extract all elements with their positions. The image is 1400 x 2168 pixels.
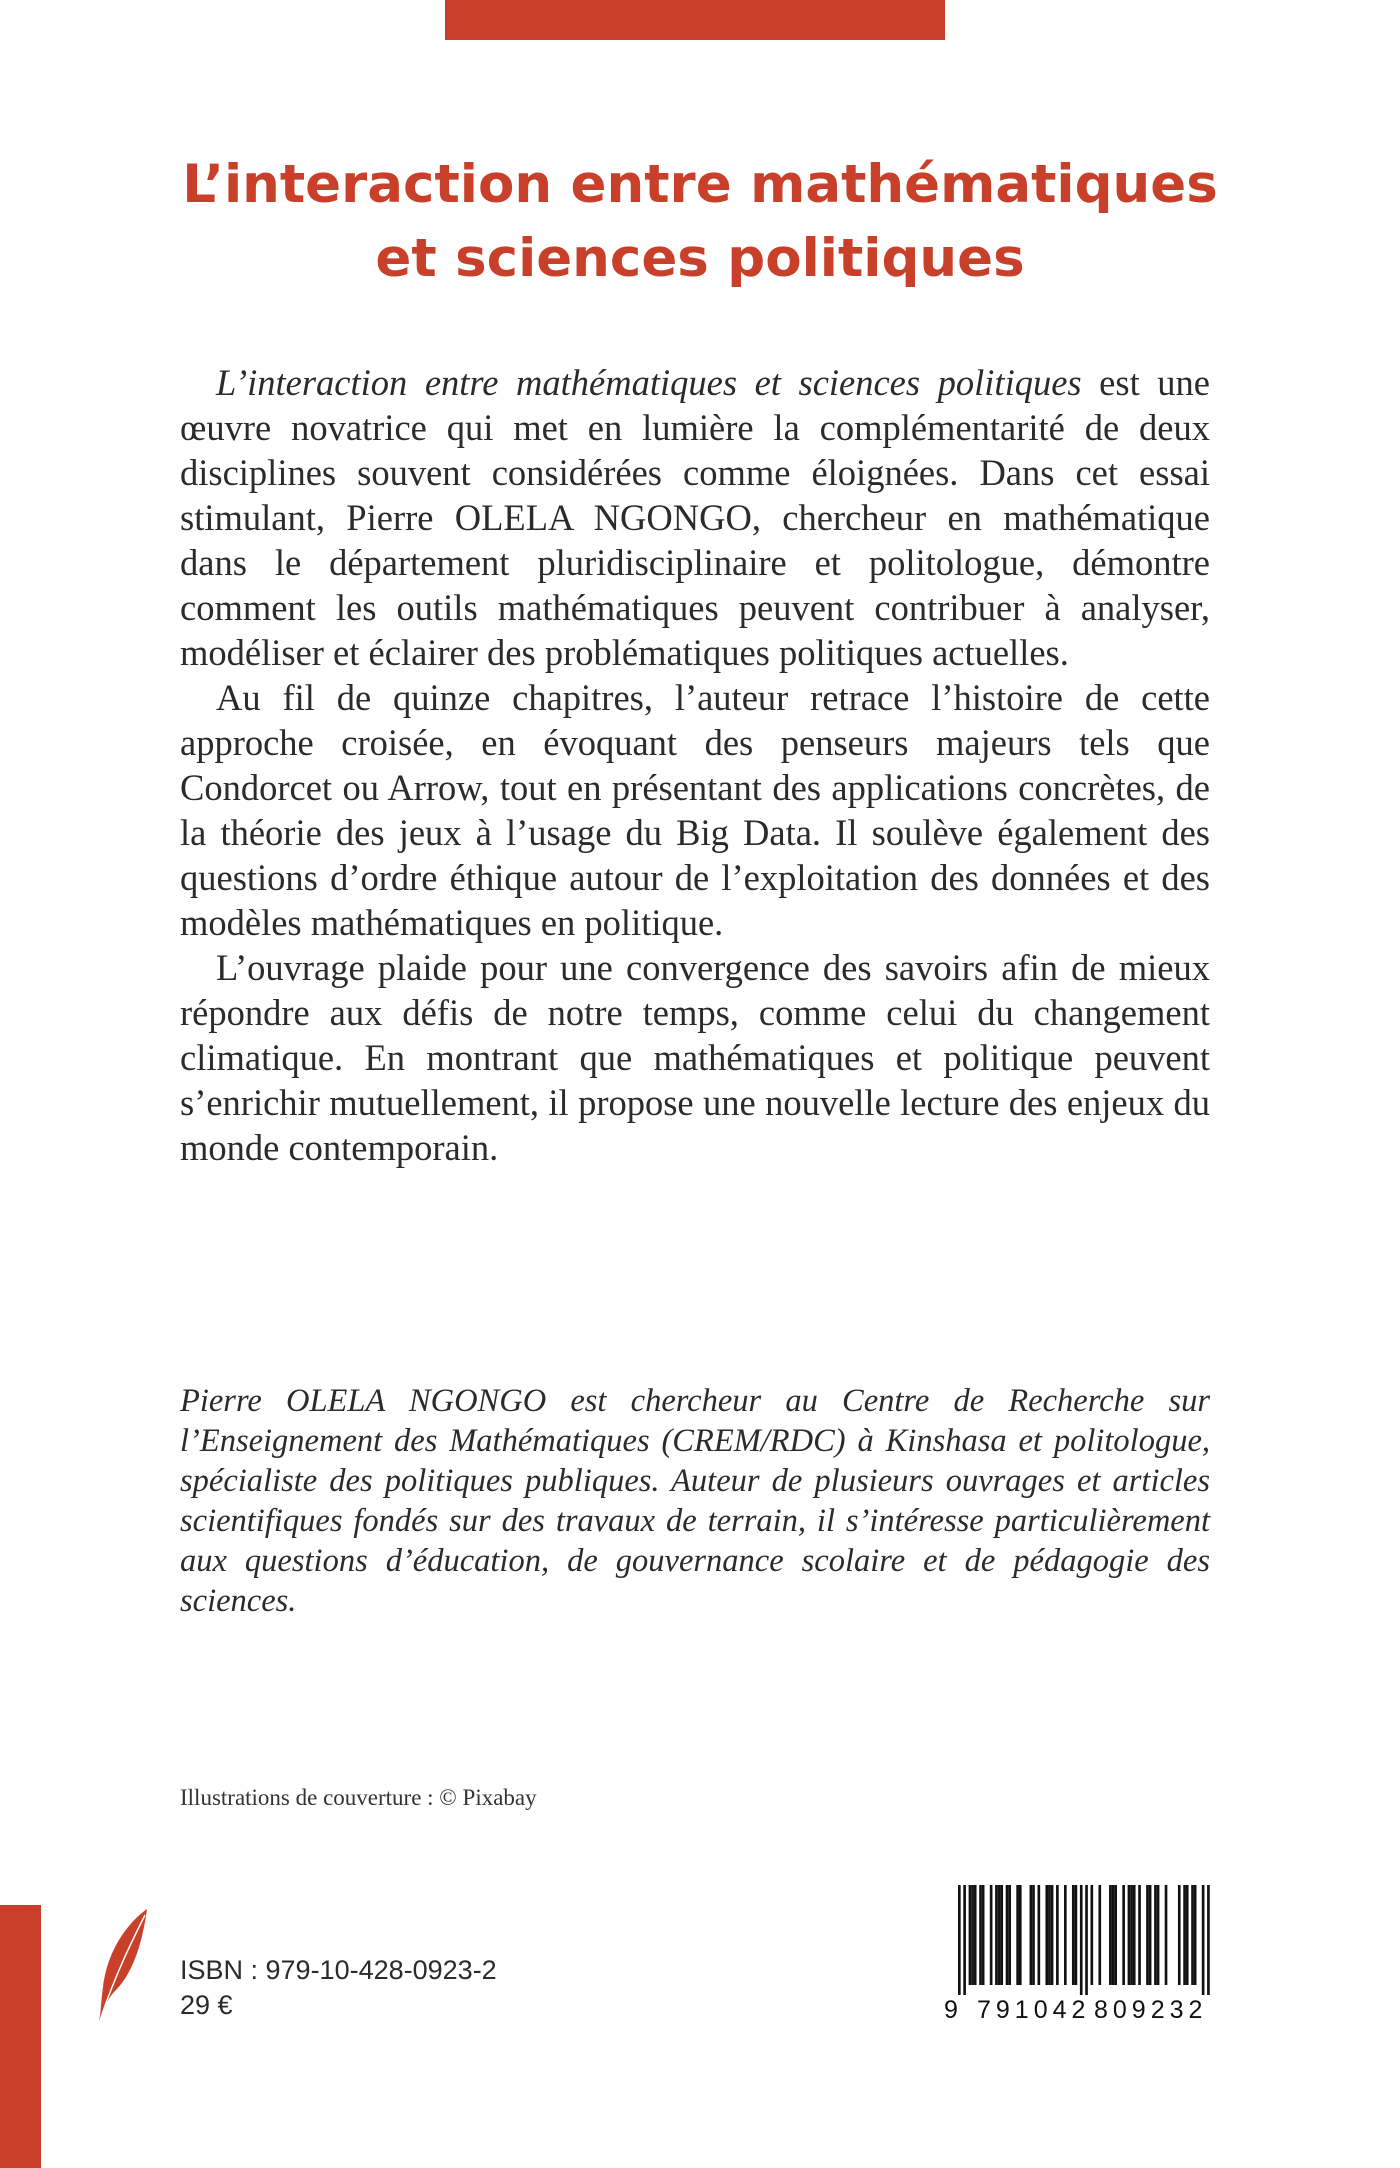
barcode-digits: [940, 1996, 1218, 2030]
barcode-bar: [1048, 1885, 1051, 1985]
barcode-bar: [1122, 1885, 1125, 1985]
barcode-bar: [1207, 1885, 1210, 1995]
barcode: [940, 1885, 1218, 2033]
barcode-bar: [1128, 1885, 1131, 1985]
barcode-bar: [1080, 1885, 1083, 1995]
top-accent-bar: [445, 0, 945, 40]
barcode-bar: [1051, 1885, 1054, 1985]
price: 29 €: [180, 1990, 233, 2020]
barcode-bar: [958, 1885, 961, 1995]
barcode-bar: [995, 1885, 998, 1985]
barcode-bar: [990, 1885, 993, 1985]
barcode-bar: [1154, 1885, 1157, 1985]
barcode-bar: [1149, 1885, 1152, 1985]
barcode-left-digits: 791042: [977, 1996, 1091, 2024]
barcode-bar: [1157, 1885, 1160, 1985]
barcode-bars: [940, 1885, 1218, 1997]
summary-paragraph-1: [180, 360, 1210, 675]
barcode-bar: [1075, 1885, 1078, 1985]
summary-paragraph-2: Au fil de quinze chapitres, l’auteur retrace l’histoire de cette approche croisée, en évoquant des penseurs majeurs tels que Condorcet ou Arrow, tout en présentant des applications concrètes, de la théorie des jeux à l’usage du Big Data. Il soulève également des questions d’ordre éthique autour de l’exploitation des données et des modèles mathématiques en politique.: [180, 677, 1210, 943]
barcode-right-digits: 809232: [1094, 1996, 1208, 2024]
barcode-bar: [1138, 1885, 1141, 1985]
barcode-bar: [1000, 1885, 1003, 1985]
feather-icon: [95, 1905, 155, 2025]
left-accent-bar: [0, 1905, 41, 2168]
barcode-lead-digit: 9: [944, 1996, 958, 2024]
cover-credits: Illustrations de couverture : © Pixabay: [180, 1785, 537, 1810]
barcode-bar: [1202, 1885, 1205, 1995]
title-line-1: L’interaction entre mathématiques: [182, 154, 1218, 215]
barcode-bar: [969, 1885, 972, 1985]
barcode-bar: [1194, 1885, 1197, 1985]
isbn: ISBN : 979-10-428-0923-2: [180, 1955, 497, 1985]
barcode-bar: [1016, 1885, 1019, 1985]
barcode-bar: [1165, 1885, 1168, 1985]
barcode-bar: [979, 1885, 982, 1985]
barcode-bar: [1006, 1885, 1009, 1985]
barcode-bar: [1130, 1885, 1133, 1985]
barcode-bar: [1183, 1885, 1186, 1985]
barcode-bar: [1019, 1885, 1022, 1985]
summary-paragraph-1-text: est une œuvre novatrice qui met en lumière la complémentarité de deux disciplines souvent considérées comme éloignées. Dans cet essai stimulant, Pierre OLELA NGONGO, chercheur en mathématique dans le département pluridisciplinaire et politologue, démontre comment les outils mathématiques peuvent contribuer à analyser, modéliser et éclairer des problématiques politiques actuelles.: [180, 362, 1210, 673]
barcode-bar: [1114, 1885, 1117, 1985]
barcode-bar: [1191, 1885, 1194, 1985]
barcode-bar: [1178, 1885, 1181, 1985]
summary-paragraph-3: L’ouvrage plaide pour une convergence des savoirs afin de mieux répondre aux défis de notre temps, comme celui du changement climatique. En montrant que mathématiques et politique peuvent s’enrichir mutuellement, il propose une nouvelle lecture des enjeux du monde contemporain.: [180, 947, 1210, 1168]
barcode-bar: [1091, 1885, 1094, 1985]
barcode-bar: [1045, 1885, 1048, 1985]
barcode-bar: [963, 1885, 966, 1995]
barcode-bar: [1186, 1885, 1189, 1985]
barcode-bar: [974, 1885, 977, 1985]
barcode-bar: [1146, 1885, 1149, 1985]
barcode-bar: [1038, 1885, 1041, 1985]
barcode-bar: [1133, 1885, 1136, 1985]
barcode-bar: [998, 1885, 1001, 1985]
barcode-bar: [1008, 1885, 1011, 1985]
barcode-bar: [1098, 1885, 1101, 1985]
title-line-2: et sciences politiques: [375, 228, 1025, 289]
barcode-bar: [1030, 1885, 1033, 1985]
barcode-bar: [1109, 1885, 1112, 1985]
barcode-bar: [1032, 1885, 1035, 1985]
barcode-bar: [982, 1885, 985, 1985]
book-summary: [180, 360, 1210, 1170]
summary-title-italic: L’interaction entre mathématiques et sciences politiques: [216, 362, 1082, 403]
book-title: [100, 148, 1300, 296]
author-biography: Pierre OLELA NGONGO est chercheur au Centre de Recherche sur l’Enseignement des Mathématiques (CREM/RDC) à Kinshasa et politologue, spécialiste des politiques publiques. Auteur de plusieurs ouvrages et articles scientifiques fondés sur des travaux de terrain, il s’intéresse particulièrement aux questions d’éducation, de gouvernance scolaire et de pédagogie des sciences.: [180, 1383, 1210, 1619]
barcode-bar: [971, 1885, 974, 1985]
barcode-bar: [1112, 1885, 1115, 1985]
barcode-bar: [1085, 1885, 1088, 1995]
barcode-bar: [1064, 1885, 1067, 1985]
barcode-bar: [1072, 1885, 1075, 1985]
barcode-bar: [1056, 1885, 1059, 1985]
